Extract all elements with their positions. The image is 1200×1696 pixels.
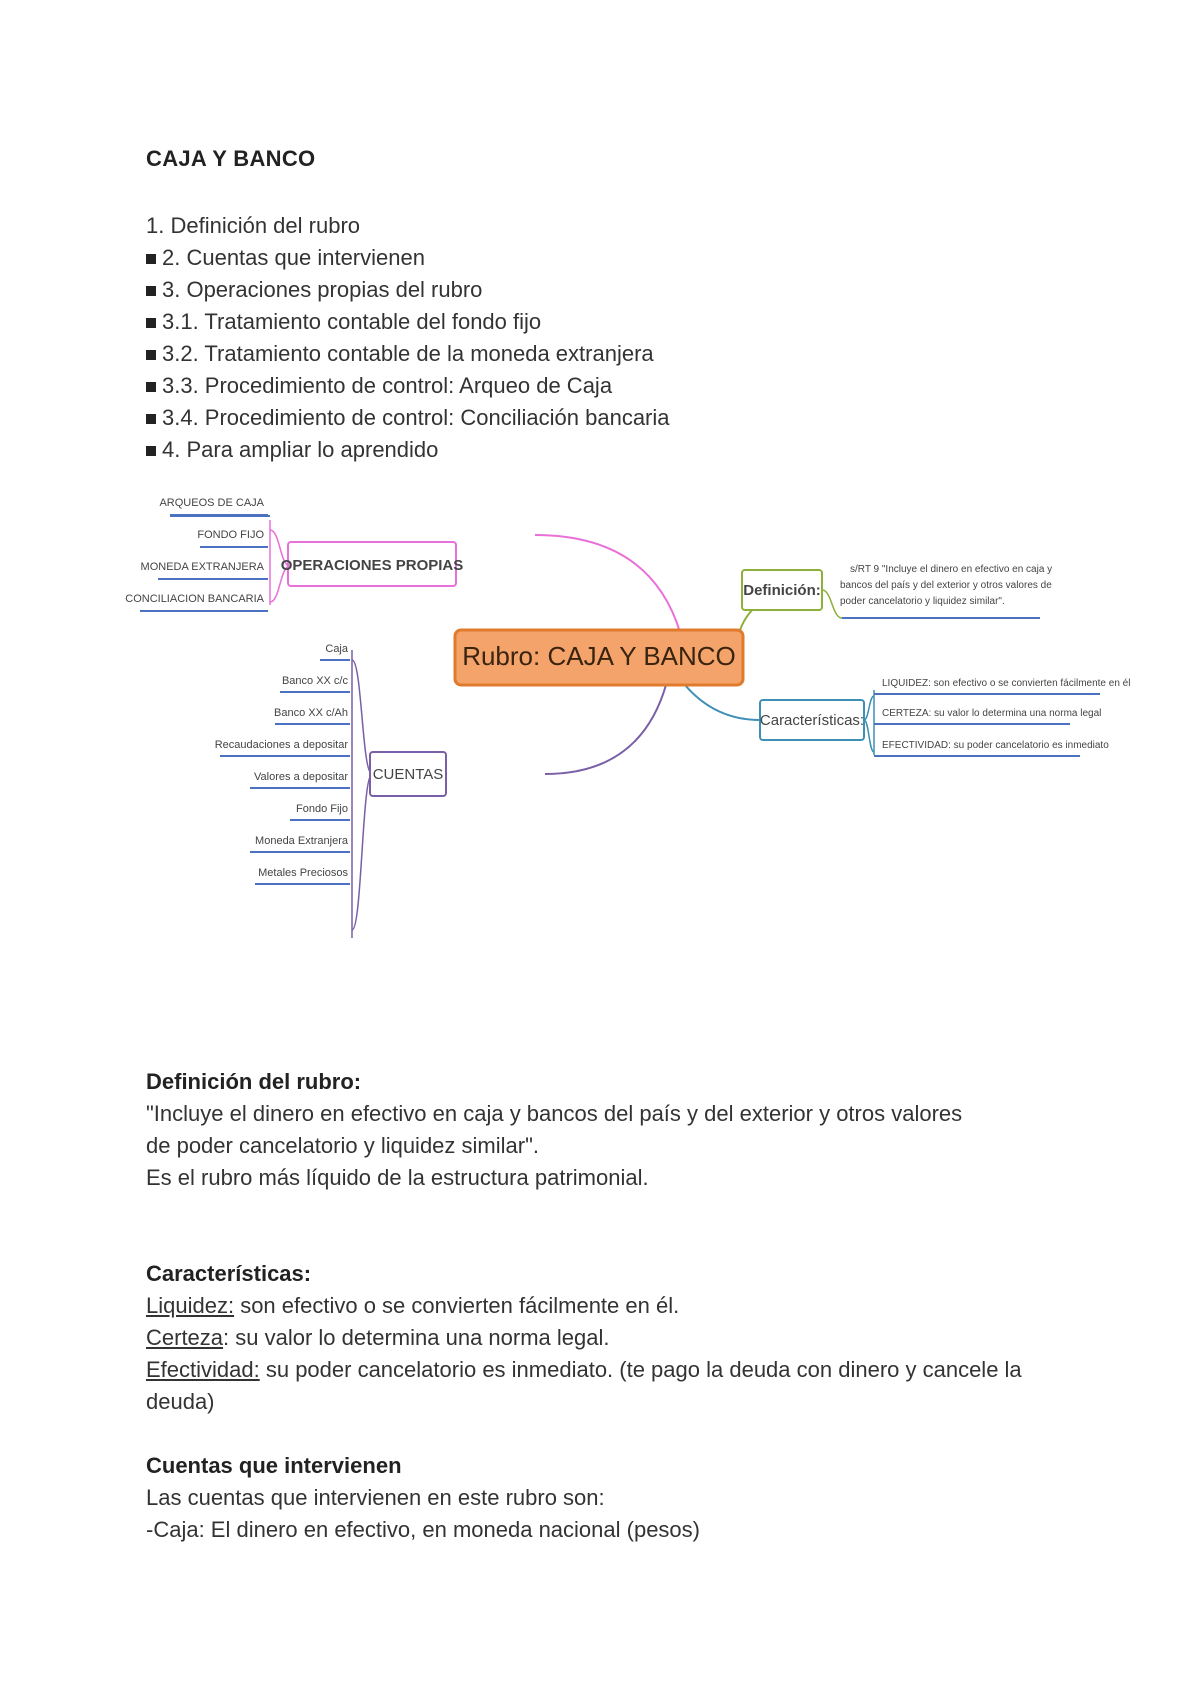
- toc-item-text: 3.1. Tratamiento contable del fondo fijo: [162, 309, 542, 334]
- term-label: Liquidez:: [146, 1293, 235, 1318]
- section-heading: Características:: [146, 1261, 312, 1286]
- cuentas-leaf: Moneda Extranjera: [255, 835, 348, 847]
- cuentas-leaf: Metales Preciosos: [258, 867, 348, 879]
- toc-item-text: 3.2. Tratamiento contable de la moneda extranjera: [162, 341, 654, 366]
- term-text: son efectivo o se convierten fácilmente en él.: [234, 1293, 680, 1318]
- cuentas-leaf: Valores a depositar: [254, 771, 348, 783]
- toc-item: [146, 274, 670, 306]
- central-node-label: Rubro: CAJA Y BANCO: [462, 641, 736, 671]
- section-caracteristicas: [146, 1258, 1076, 1418]
- operaciones-leaf: CONCILIACION BANCARIA: [125, 593, 264, 605]
- toc-item: [146, 338, 670, 370]
- section-heading: Cuentas que intervienen: [146, 1453, 402, 1478]
- toc-item: [146, 306, 670, 338]
- cuentas-leaf: Banco XX c/Ah: [274, 707, 348, 719]
- caracteristicas-leaf: LIQUIDEZ: son efectivo o se convierten fácilmente en él: [882, 678, 1131, 689]
- cuentas-leaf: Fondo Fijo: [296, 803, 348, 815]
- cuentas-leaf: Recaudaciones a depositar: [214, 739, 348, 751]
- section-text: de poder cancelatorio y liquidez similar".: [146, 1133, 540, 1158]
- section-text: Las cuentas que intervienen en este rubro son:: [146, 1485, 605, 1510]
- connector-cuentas: [545, 685, 666, 774]
- square-bullet-icon: [146, 350, 156, 360]
- term-text: su poder cancelatorio es inmediato. (te pago la deuda con dinero y cancele la deuda): [146, 1357, 1022, 1414]
- square-bullet-icon: [146, 414, 156, 424]
- toc-item-text: 1. Definición del rubro: [146, 213, 361, 238]
- caracteristicas-node-label: Características:: [759, 712, 865, 729]
- caracteristica-item: [146, 1322, 1076, 1354]
- definicion-node-label: Definición:: [743, 582, 821, 599]
- connector-operaciones: [535, 535, 680, 632]
- section-heading: Definición del rubro:: [146, 1069, 362, 1094]
- definicion-bracket: [822, 590, 842, 618]
- term-label: Certeza: [146, 1325, 224, 1350]
- definicion-text-line: bancos del país y del exterior y otros valores de: [840, 580, 1052, 591]
- section-text: Es el rubro más líquido de la estructura patrimonial.: [146, 1165, 649, 1190]
- definicion-text-line: poder cancelatorio y liquidez similar".: [840, 596, 1005, 607]
- cuentas-bracket: [352, 660, 372, 930]
- square-bullet-icon: [146, 286, 156, 296]
- term-text: : su valor lo determina una norma legal.: [223, 1325, 610, 1350]
- toc-item: [146, 370, 670, 402]
- mind-map-diagram: [125, 497, 1140, 960]
- toc-item: [146, 242, 670, 274]
- cuentas-leaf: Caja: [325, 643, 348, 655]
- toc-item-text: 4. Para ampliar lo aprendido: [162, 437, 439, 462]
- toc-item-text: 2. Cuentas que intervienen: [162, 245, 425, 270]
- section-text: "Incluye el dinero en efectivo en caja y bancos del país y del exterior y otros valores: [146, 1101, 963, 1126]
- section-text: -Caja: El dinero en efectivo, en moneda nacional (pesos): [146, 1517, 700, 1542]
- operaciones-leaf: FONDO FIJO: [197, 529, 264, 541]
- table-of-contents: [146, 210, 670, 466]
- operaciones-leaf: ARQUEOS DE CAJA: [159, 497, 264, 509]
- section-definicion: [146, 1066, 1076, 1194]
- toc-item: [146, 434, 670, 466]
- section-cuentas: [146, 1450, 1076, 1546]
- operaciones-node-label: OPERACIONES PROPIAS: [280, 557, 464, 574]
- toc-item: [146, 402, 670, 434]
- definicion-text-line: s/RT 9 "Incluye el dinero en efectivo en caja y: [850, 564, 1053, 575]
- toc-item-text: 3. Operaciones propias del rubro: [162, 277, 483, 302]
- square-bullet-icon: [146, 318, 156, 328]
- square-bullet-icon: [146, 382, 156, 392]
- cuentas-node-label: CUENTAS: [372, 766, 444, 783]
- toc-item: [146, 210, 670, 242]
- toc-item-text: 3.3. Procedimiento de control: Arqueo de Caja: [162, 373, 613, 398]
- document-title: CAJA Y BANCO: [146, 146, 316, 171]
- square-bullet-icon: [146, 446, 156, 456]
- toc-item-text: 3.4. Procedimiento de control: Conciliación bancaria: [162, 405, 670, 430]
- term-label: Efectividad:: [146, 1357, 260, 1382]
- operaciones-leaf: MONEDA EXTRANJERA: [140, 561, 264, 573]
- square-bullet-icon: [146, 254, 156, 264]
- cuentas-leaf: Banco XX c/c: [281, 675, 348, 687]
- caracteristicas-leaf: EFECTIVIDAD: su poder cancelatorio es inmediato: [882, 740, 1109, 751]
- caracteristicas-leaf: CERTEZA: su valor lo determina una norma legal: [882, 708, 1102, 719]
- caracteristica-item: [146, 1290, 1076, 1322]
- caracteristicas-bracket: [864, 696, 874, 752]
- caracteristica-item: [146, 1354, 1076, 1418]
